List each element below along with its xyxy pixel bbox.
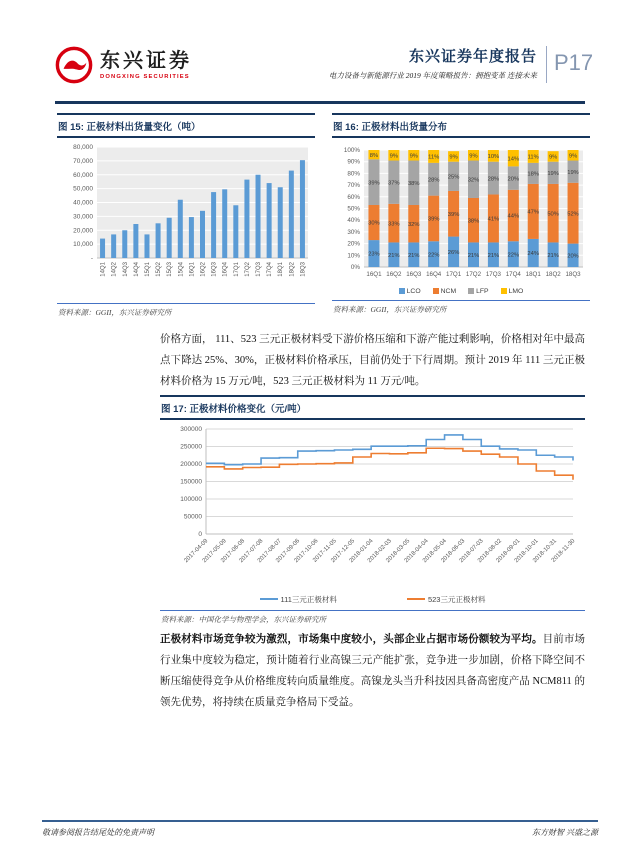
legend-line-icon	[260, 598, 278, 600]
svg-text:8%: 8%	[369, 152, 379, 159]
svg-text:38%: 38%	[467, 218, 480, 225]
svg-text:18Q2: 18Q2	[289, 262, 296, 277]
svg-text:2017-08-07: 2017-08-07	[256, 538, 283, 565]
svg-text:80%: 80%	[347, 170, 360, 178]
svg-text:40%: 40%	[347, 217, 360, 225]
svg-text:22%: 22%	[427, 252, 440, 259]
figure-15-source: 资料来源：GGII，东兴证券研究所	[57, 303, 315, 321]
svg-text:17Q1: 17Q1	[233, 262, 240, 277]
svg-text:9%: 9%	[389, 153, 399, 160]
svg-text:52%: 52%	[567, 211, 579, 218]
svg-text:2017-10-06: 2017-10-06	[293, 538, 320, 565]
legend-line-icon	[407, 598, 425, 600]
legend-swatch-icon	[433, 288, 439, 294]
body-paragraph-prices: 价格方面， 111、523 三元正极材料受下游价格压缩和下游产能过剩影响，价格相对年中最高点下降达 25%、30%，正极材料价格承压，目前仍处于下行周期。预计 2019 年 111 三元正极材料价格为 15 万元/吨，523 三元正极材料为 11 万元/吨。	[160, 334, 585, 387]
svg-text:50000: 50000	[183, 513, 202, 521]
figure-16-title: 图 16: 正极材料出货量分布	[332, 115, 590, 138]
svg-text:16Q3: 16Q3	[406, 271, 422, 278]
svg-text:2017-06-08: 2017-06-08	[220, 538, 247, 565]
svg-text:2018-04-04: 2018-04-04	[403, 538, 430, 565]
svg-text:50%: 50%	[547, 211, 559, 218]
svg-text:60,000: 60,000	[73, 171, 93, 179]
svg-text:14Q3: 14Q3	[122, 262, 129, 277]
svg-text:2017-04-09: 2017-04-09	[183, 538, 210, 565]
figure-16-source: 资料来源：GGII，东兴证券研究所	[332, 300, 590, 318]
figure-15-chart	[57, 138, 315, 300]
svg-text:16Q4: 16Q4	[222, 262, 229, 277]
header-separator	[546, 46, 547, 83]
svg-text:25%: 25%	[447, 174, 460, 181]
svg-text:21%: 21%	[467, 252, 480, 259]
header-title-block	[200, 45, 537, 81]
page-number: P17	[554, 50, 594, 75]
svg-text:2018-07-03: 2018-07-03	[458, 538, 485, 565]
svg-text:18Q2: 18Q2	[545, 271, 561, 278]
svg-text:17Q3: 17Q3	[256, 262, 263, 277]
svg-text:17Q2: 17Q2	[465, 271, 482, 278]
logo-en-text: DONGXING SECURITIES	[100, 73, 190, 80]
svg-text:2018-02-03: 2018-02-03	[366, 538, 393, 565]
svg-text:150000: 150000	[180, 478, 202, 486]
legend-swatch-icon	[399, 288, 405, 294]
svg-text:2017-07-08: 2017-07-08	[238, 538, 265, 565]
svg-text:20%: 20%	[567, 253, 579, 260]
svg-text:10%: 10%	[347, 252, 360, 260]
svg-text:21%: 21%	[487, 252, 500, 259]
svg-text:16Q3: 16Q3	[211, 262, 218, 277]
svg-text:9%: 9%	[449, 154, 458, 161]
svg-text:44%: 44%	[507, 213, 520, 220]
paragraph-bold-lead: 正极材料市场竞争较为激烈，市场集中度较小，头部企业占据市场份额较为平均。	[160, 634, 543, 645]
logo-cn-text: 东兴证券	[100, 49, 192, 72]
report-subtitle: 电力设备与新能源行业 2019 年度策略报告：拥抱变革 连接未来	[328, 71, 537, 80]
svg-text:18Q3: 18Q3	[565, 271, 581, 278]
svg-text:16Q4: 16Q4	[426, 271, 442, 278]
svg-text:100000: 100000	[180, 496, 202, 503]
svg-text:15Q2: 15Q2	[156, 262, 163, 277]
svg-text:0%: 0%	[350, 264, 360, 271]
svg-text:20%: 20%	[347, 240, 360, 248]
footer-rule	[42, 820, 598, 822]
svg-text:2018-06-03: 2018-06-03	[440, 538, 467, 565]
svg-text:28%: 28%	[487, 176, 500, 183]
svg-text:17Q3: 17Q3	[485, 271, 501, 278]
svg-text:16Q2: 16Q2	[200, 262, 207, 277]
figure-15	[57, 113, 315, 321]
figure-15-title: 图 15: 正极材料出货量变化（吨）	[57, 115, 315, 138]
svg-text:2018-10-31: 2018-10-31	[532, 538, 559, 565]
dongxing-logo-icon	[55, 46, 93, 84]
svg-text:70,000: 70,000	[73, 157, 93, 165]
svg-text:9%: 9%	[568, 153, 578, 160]
svg-text:11%: 11%	[527, 154, 539, 161]
legend-item-LFP: LFP	[468, 288, 488, 295]
svg-text:14Q4: 14Q4	[133, 262, 140, 277]
svg-text:47%: 47%	[527, 209, 540, 216]
svg-text:-: -	[90, 255, 93, 262]
svg-text:17Q4: 17Q4	[267, 262, 274, 277]
footer-slogan: 东方财智 兴盛之源	[532, 828, 598, 837]
svg-text:41%: 41%	[487, 216, 500, 223]
svg-text:39%: 39%	[447, 211, 460, 218]
legend-item-LCO: LCO	[399, 288, 421, 295]
figure-16-chart	[332, 138, 590, 286]
svg-text:14Q2: 14Q2	[111, 262, 118, 277]
svg-text:300000: 300000	[180, 426, 202, 433]
figure-16	[332, 113, 590, 318]
svg-text:21%: 21%	[547, 252, 559, 259]
svg-text:2018-08-02: 2018-08-02	[477, 538, 504, 565]
svg-text:15Q4: 15Q4	[178, 262, 185, 277]
svg-text:19%: 19%	[547, 171, 559, 178]
svg-text:18Q1: 18Q1	[525, 271, 541, 278]
figure-17-source: 资料来源：中国化学与物理学会，东兴证券研究所	[160, 610, 585, 628]
report-title: 东兴证券年度报告	[408, 48, 537, 65]
svg-text:40,000: 40,000	[73, 199, 93, 207]
svg-text:2018-05-04: 2018-05-04	[422, 538, 448, 565]
svg-text:15Q1: 15Q1	[144, 262, 151, 277]
svg-text:9%: 9%	[409, 153, 418, 160]
svg-text:80,000: 80,000	[73, 144, 93, 151]
header-rule	[55, 101, 585, 104]
legend-item-NCM: NCM	[433, 288, 456, 295]
figure-17-legend	[160, 592, 585, 607]
svg-text:100%: 100%	[343, 147, 360, 154]
logo-text	[100, 51, 192, 80]
svg-text:0: 0	[198, 531, 202, 538]
figure-16-legend	[332, 286, 590, 297]
svg-text:2017-12-05: 2017-12-05	[330, 538, 357, 565]
svg-text:10%: 10%	[487, 154, 500, 161]
svg-text:9%: 9%	[548, 154, 558, 161]
svg-text:18Q3: 18Q3	[300, 262, 307, 277]
svg-text:2018-01-04: 2018-01-04	[348, 538, 375, 565]
svg-text:16Q1: 16Q1	[366, 271, 382, 278]
svg-text:90%: 90%	[347, 158, 360, 166]
svg-text:15Q3: 15Q3	[167, 262, 174, 277]
svg-text:17Q1: 17Q1	[446, 271, 462, 278]
svg-text:70%: 70%	[347, 182, 360, 190]
svg-text:30%: 30%	[368, 220, 380, 227]
figure-17-chart	[160, 420, 585, 592]
svg-text:32%: 32%	[407, 221, 420, 228]
svg-text:38%: 38%	[407, 180, 420, 187]
svg-text:200000: 200000	[180, 461, 202, 468]
svg-text:17Q2: 17Q2	[244, 262, 251, 277]
svg-text:21%: 21%	[407, 252, 420, 259]
svg-text:60%: 60%	[347, 193, 360, 201]
svg-text:23%: 23%	[368, 251, 380, 258]
footer-disclaimer: 敬请参阅报告结尾处的免责声明	[42, 828, 154, 837]
svg-text:14Q1: 14Q1	[100, 262, 107, 277]
legend-swatch-icon	[468, 288, 474, 294]
figure-17	[160, 395, 585, 628]
svg-text:18%: 18%	[527, 171, 540, 178]
figure-17-title: 图 17: 正极材料价格变化（元/吨）	[160, 397, 585, 420]
svg-text:28%: 28%	[427, 177, 440, 184]
svg-text:21%: 21%	[388, 252, 400, 259]
svg-text:2018-11-30: 2018-11-30	[550, 538, 577, 564]
svg-text:37%: 37%	[388, 180, 400, 187]
svg-text:20%: 20%	[507, 176, 520, 183]
svg-text:50%: 50%	[347, 205, 360, 213]
svg-text:2018-09-01: 2018-09-01	[495, 538, 522, 565]
svg-text:18Q1: 18Q1	[278, 262, 285, 277]
legend-item-111三元正极材料: 111三元正极材料	[260, 594, 337, 605]
svg-text:2017-05-09: 2017-05-09	[201, 538, 228, 565]
svg-text:2017-09-06: 2017-09-06	[275, 538, 302, 565]
dongxing-logo	[55, 46, 192, 84]
svg-text:250000: 250000	[180, 443, 202, 451]
svg-text:14%: 14%	[507, 156, 520, 163]
legend-item-LMO: LMO	[501, 288, 524, 295]
svg-text:32%: 32%	[467, 177, 480, 184]
svg-text:17Q4: 17Q4	[505, 271, 521, 278]
svg-text:26%: 26%	[447, 249, 460, 256]
svg-text:10,000: 10,000	[73, 241, 93, 249]
svg-text:20,000: 20,000	[73, 227, 93, 235]
svg-text:22%: 22%	[507, 252, 520, 259]
svg-text:11%: 11%	[428, 154, 440, 161]
legend-item-523三元正极材料: 523三元正极材料	[407, 594, 486, 605]
svg-text:30%: 30%	[347, 228, 360, 236]
svg-text:9%: 9%	[469, 153, 478, 160]
svg-text:2018-10-01: 2018-10-01	[513, 538, 540, 565]
svg-text:50,000: 50,000	[73, 185, 93, 193]
svg-text:39%: 39%	[427, 216, 440, 223]
svg-text:39%: 39%	[368, 180, 380, 187]
svg-text:19%: 19%	[567, 169, 579, 176]
svg-text:2017-11-05: 2017-11-05	[312, 538, 338, 564]
svg-text:30,000: 30,000	[73, 213, 93, 221]
svg-text:2018-03-05: 2018-03-05	[385, 538, 412, 565]
body-paragraph-competition	[160, 629, 585, 713]
svg-text:24%: 24%	[527, 251, 540, 258]
svg-text:16Q2: 16Q2	[386, 271, 402, 278]
svg-text:16Q1: 16Q1	[189, 262, 196, 277]
legend-swatch-icon	[501, 288, 507, 294]
paragraph-rest: 目前市场行业集中度较为稳定，预计随着行业高镍三元产能扩张，竞争进一步加剧，价格下降空间不断压缩使得竞争从价格维度转向质量维度。高镍龙头当升科技因具备高密度产品 NCM811 的领先优势，将持续在质量竞争格局下受益。	[160, 634, 586, 708]
svg-text:33%: 33%	[388, 221, 400, 228]
